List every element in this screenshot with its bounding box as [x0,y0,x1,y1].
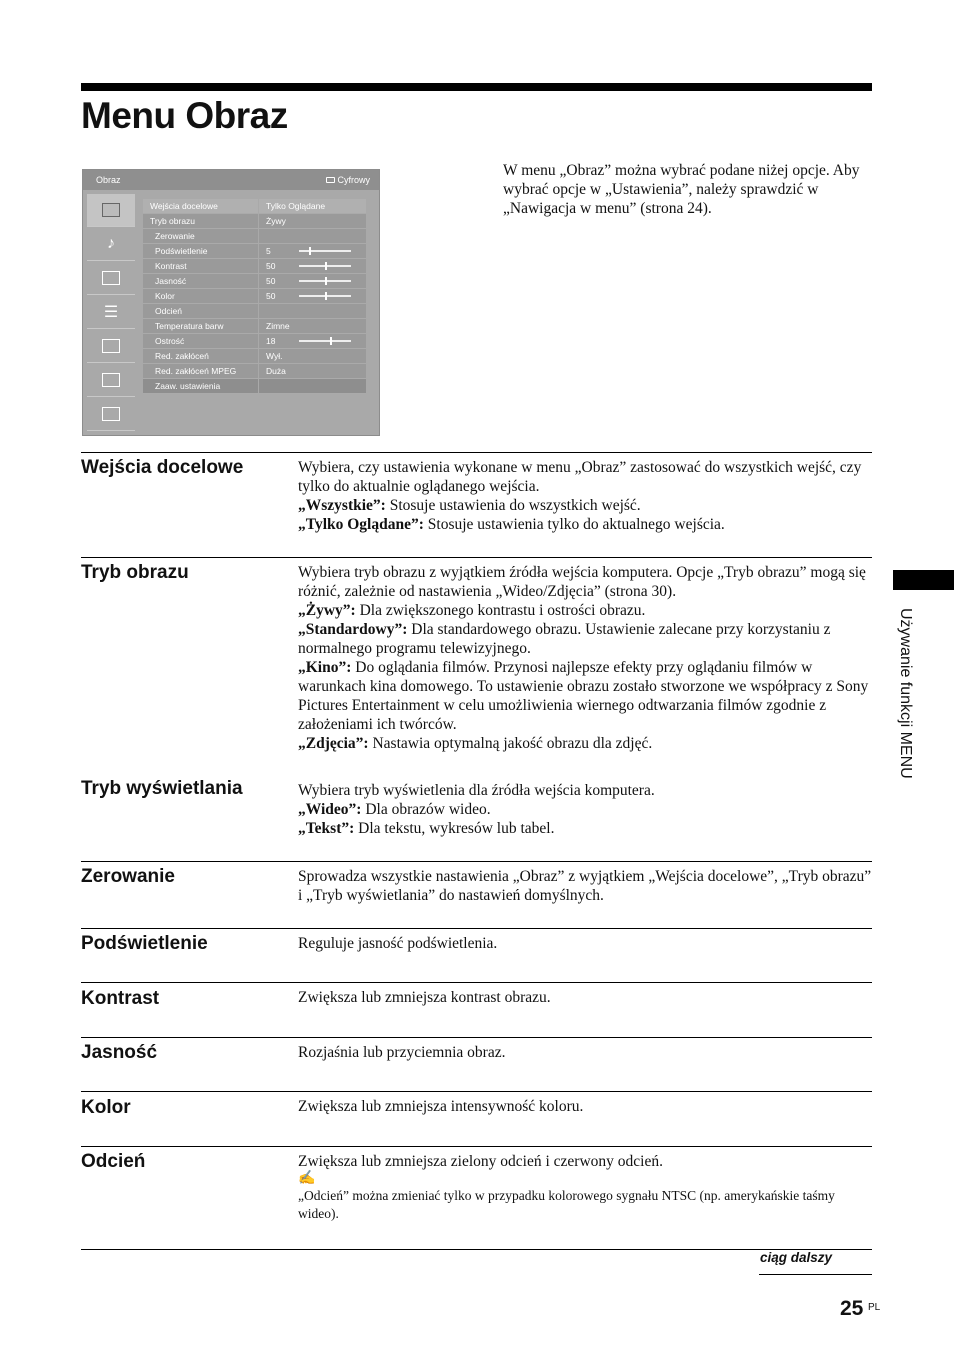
tv-row-value [259,334,366,348]
screen-icon [87,262,135,295]
input-icon [326,177,335,183]
tv-row-value-text: Żywy [266,216,286,226]
tv-menu-row [143,379,366,394]
pencil-note-icon: ✍ [298,1171,316,1186]
tv-row-label: Jasność [143,274,258,288]
tv-menu-row [143,244,366,259]
tv-row-value [259,364,366,378]
tv-level-marker [325,277,327,285]
term-kontrast: Kontrast [81,988,160,1009]
divider [81,557,872,558]
intro-text: W menu „Obraz” można wybrać podane niżej opcje. Aby wybrać opcje w „Ustawienia”, należy sprawdzić w „Nawigacja w menu” (strona 24). [503,162,860,217]
page-title: Menu Obraz [81,95,288,136]
tv-row-value-text: 18 [266,336,276,346]
top-rule [81,83,872,91]
tv-level-slider [299,340,351,342]
tv-row-label: Zerowanie [143,229,258,243]
tv-row-value [259,319,366,333]
term-kolor: Kolor [81,1097,131,1118]
tv-row-label: Ostrość [143,334,258,348]
desc-zerowanie: Sprowadza wszystkie nastawienia „Obraz” z wyjątkiem „Wejścia docelowe”, „Tryb obrazu” i „Tryb wyświetlania” do nastawień domyślnych. [298,868,872,904]
tv-row-value-text: Tylko Oglądane [266,201,326,211]
picture-icon [87,194,135,227]
divider [81,928,872,929]
tv-row-label: Wejścia docelowe [143,199,258,213]
tv-header [83,170,379,190]
tv-row-value [259,379,366,393]
tv-menu-row [143,259,366,274]
section-tab-marker [893,570,954,590]
settings-list-icon: ☰ [87,296,135,329]
desc-tryb-obrazu: Wybiera tryb obrazu z wyjątkiem źródła wejścia komputera. Opcje „Tryb obrazu” mogą się różnić, zależnie od nastawienia „Wideo/Zdjęcia” (strona 30). „Żywy”: Dla zwiększonego kontrastu i ostrości obrazu. „Standardowy”: Dla standardowego obrazu. Ustawienie zalecane przy korzystaniu z normalnego programu telewizyjnego. „Kino”: Do oglądania filmów. Przynosi najlepsze efekty przy oglądaniu filmów w warunkach kina domowego. To ustawienie obrazu zostało stworzone we współpracy z Sony Pictures Entertainment w celu umożliwienia wiernego odtwarzania filmów zgodnie z założeniami ich twórców. „Zdjęcia”: Nastawia optymalną jakość obrazu dla zdjęć. [298,564,869,752]
pc-icon [87,330,135,363]
tv-row-value [259,229,366,243]
tv-row-label: Podświetlenie [143,244,258,258]
tv-row-value [259,304,366,318]
tv-menu-row [143,304,366,319]
tv-menu-title: Obraz [96,175,121,185]
side-section-label: Używanie funkcji MENU [897,608,914,779]
tv-menu-row [143,229,366,244]
term-podswietlenie: Podświetlenie [81,933,208,954]
tv-category-icons [87,194,137,432]
term-tryb-obrazu: Tryb obrazu [81,562,189,583]
divider [81,1146,872,1147]
divider [81,1091,872,1092]
sound-icon: ♪ [87,228,135,261]
tv-menu-row [143,199,366,214]
tv-row-label: Tryb obrazu [143,214,258,228]
term-odcien: Odcień [81,1151,146,1172]
tv-row-value-text: 50 [266,261,276,271]
page-number: 25 [840,1297,864,1320]
tv-row-label: Kolor [143,289,258,303]
tv-menu-row [143,289,366,304]
tv-row-value-text: Wył. [266,351,283,361]
tv-row-value [259,244,366,258]
term-tryb-wyswietlania: Tryb wyświetlania [81,778,243,799]
tv-row-value-text: 50 [266,276,276,286]
digital-setup-icon [87,398,135,431]
tv-row-label: Temperatura barw [143,319,258,333]
desc-podswietlenie: Reguluje jasność podświetlenia. [298,935,498,952]
tv-level-marker [325,292,327,300]
tv-menu-row [143,214,366,229]
tv-row-value [259,289,366,303]
desc-kolor: Zwiększa lub zmniejsza intensywność koloru. [298,1098,584,1115]
tv-row-value [259,274,366,288]
tv-row-value [259,349,366,363]
divider [81,861,872,862]
desc-odcien: Zwiększa lub zmniejsza zielony odcień i czerwony odcień. ✍ „Odcień” można zmieniać tylko w przypadku kolorowego sygnału NTSC (np. amerykańskie taśmy wideo). [298,1152,872,1222]
tv-level-marker [325,262,327,270]
tv-row-label: Zaaw. ustawienia [143,379,258,393]
tv-row-label: Kontrast [143,259,258,273]
tv-row-value [259,199,366,213]
tv-level-marker [309,247,311,255]
tv-level-slider [299,250,351,252]
tv-row-value-text: 5 [266,246,271,256]
desc-wejscia-docelowe: Wybiera, czy ustawienia wykonane w menu „Obraz” zastosować do wszystkich wejść, czy tylko do aktualnie oglądanego wejścia. „Wszystkie”: Stosuje ustawienia do wszystkich wejść. „Tylko Oglądane”: Stosuje ustawienia tylko do aktualnego wejścia. [298,459,862,533]
term-zerowanie: Zerowanie [81,866,175,887]
divider [81,1037,872,1038]
tv-menu-row [143,349,366,364]
tv-row-value-text: Zimne [266,321,290,331]
continued-label: ciąg dalszy [760,1250,833,1265]
tv-menu-list [143,199,366,394]
tv-menu-row [143,274,366,289]
desc-tryb-wyswietlania: Wybiera tryb wyświetlenia dla źródła wejścia komputera. „Wideo”: Dla obrazów wideo. „Tekst”: Dla tekstu, wykresów lub tabel. [298,782,655,837]
tv-row-value [259,259,366,273]
term-jasnosc: Jasność [81,1042,158,1063]
desc-kontrast: Zwiększa lub zmniejsza kontrast obrazu. [298,989,551,1006]
tv-level-slider [299,265,351,267]
tv-level-marker [330,337,332,345]
tv-source-label: Cyfrowy [337,175,370,185]
tv-menu-row [143,334,366,349]
tv-menu-row [143,364,366,379]
tv-row-value-text: 50 [266,291,276,301]
tv-level-slider [299,295,351,297]
tv-row-label: Red. zakłóceń [143,349,258,363]
term-wejscia-docelowe: Wejścia docelowe [81,457,244,478]
tv-row-label: Odcień [143,304,258,318]
desc-jasnosc: Rozjaśnia lub przyciemnia obraz. [298,1044,506,1061]
tv-row-label: Red. zakłóceń MPEG [143,364,258,378]
tv-source [326,175,370,185]
tv-row-value [259,214,366,228]
tv-row-value-text: Duża [266,366,286,376]
divider [81,452,872,453]
divider [81,982,872,983]
tv-menu-screenshot [82,169,380,436]
analog-setup-icon [87,364,135,397]
tv-level-slider [299,280,351,282]
note-odcien: „Odcień” można zmieniać tylko w przypadku kolorowego sygnału NTSC (np. amerykańskie taśmy wideo). [298,1188,835,1221]
bottom-divider [81,1249,872,1250]
tv-menu-row [143,319,366,334]
page-language: PL [868,1302,881,1313]
continued-rule [759,1274,872,1275]
